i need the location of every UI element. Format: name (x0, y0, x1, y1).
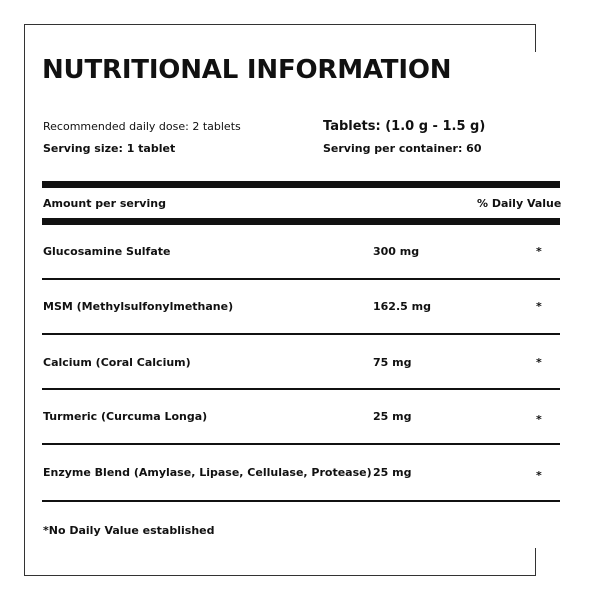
row-dv-turmeric: * (536, 413, 542, 426)
row-dv-enzyme-blend: * (536, 469, 542, 482)
header-thick-rule (42, 218, 560, 225)
header-daily-value: % Daily Value (477, 197, 562, 210)
page-title: NUTRITIONAL INFORMATION (42, 55, 452, 85)
bottom-rule (42, 500, 560, 502)
row-divider (42, 443, 560, 445)
frame-right-bottom-border (535, 548, 536, 576)
row-dv-glucosamine: * (536, 245, 542, 258)
row-divider (42, 333, 560, 335)
row-amount-enzyme-blend: 25 mg (373, 466, 412, 479)
row-amount-calcium: 75 mg (373, 356, 412, 369)
frame-top-border (24, 24, 536, 25)
tablets-weight: Tablets: (1.0 g - 1.5 g) (323, 119, 486, 134)
row-amount-msm: 162.5 mg (373, 300, 431, 313)
serving-size: Serving size: 1 tablet (43, 142, 176, 155)
row-name-msm: MSM (Methylsulfonylmethane) (43, 300, 234, 313)
row-name-enzyme-blend: Enzyme Blend (Amylase, Lipase, Cellulase, Protease) (43, 466, 372, 479)
footnote: *No Daily Value established (43, 524, 215, 537)
recommended-dose: Recommended daily dose: 2 tablets (43, 120, 241, 133)
frame-bottom-border (24, 575, 536, 576)
row-dv-msm: * (536, 300, 542, 313)
row-divider (42, 278, 560, 280)
row-amount-turmeric: 25 mg (373, 410, 412, 423)
servings-per-container: Serving per container: 60 (323, 142, 482, 155)
top-thick-rule (42, 181, 560, 188)
row-name-calcium: Calcium (Coral Calcium) (43, 356, 191, 369)
row-dv-calcium: * (536, 356, 542, 369)
frame-left-border (24, 24, 25, 576)
frame-right-top-border (535, 24, 536, 52)
row-divider (42, 388, 560, 390)
row-name-glucosamine: Glucosamine Sulfate (43, 245, 171, 258)
row-amount-glucosamine: 300 mg (373, 245, 420, 258)
header-amount-per-serving: Amount per serving (43, 197, 166, 210)
row-name-turmeric: Turmeric (Curcuma Longa) (43, 410, 208, 423)
